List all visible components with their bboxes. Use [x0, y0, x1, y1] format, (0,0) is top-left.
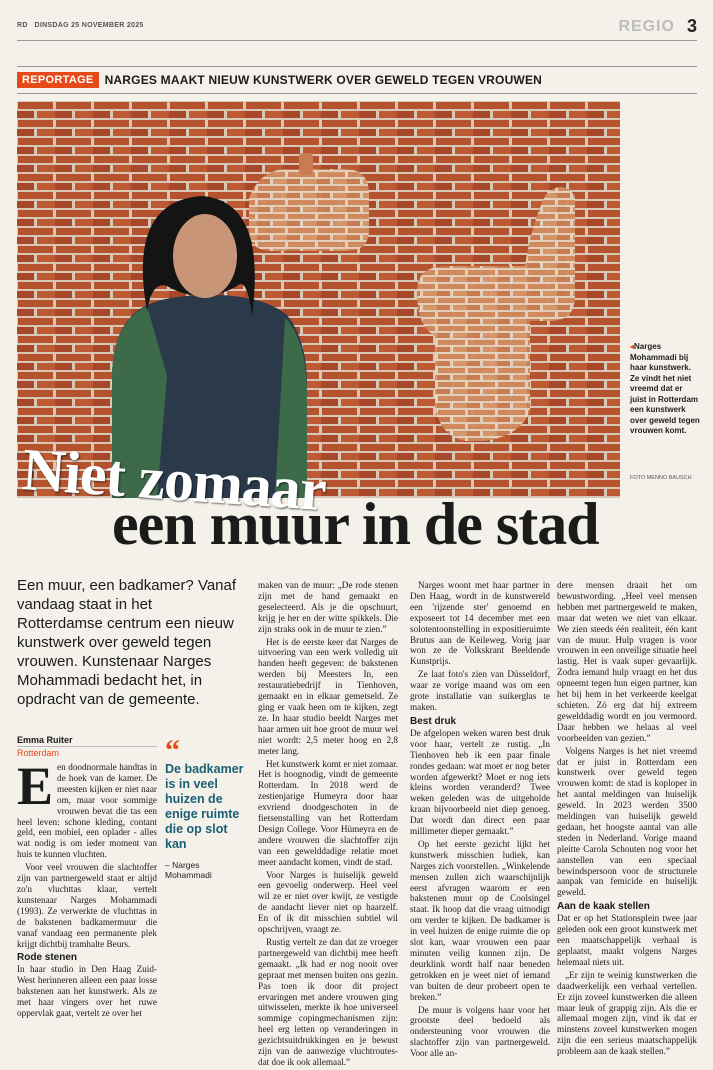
- subheading: Rode stenen: [17, 952, 78, 964]
- page-header: [17, 18, 697, 38]
- kicker-rule-top: [17, 66, 697, 67]
- paragraph: In haar studio in Den Haag Zuid-West herinneren alleen een paar losse bakstenen aan het kunstwerk. Als ze met haar vingers over het ruwe oppervlak gaat, vertelt ze over het: [17, 964, 157, 1019]
- paragraph: Volgens Narges is het niet vreemd dat er juist in Rotterdam een kunstwerk over geweld tegen vrouwen komt: de stad is koploper in het aantal meldingen van huiselijk geweld. In 2023 werden 3500 meldingen van huiselijk geweld gedaan, het hoogste aantal van alle steden in Nederland. Vorige maand pleitte Carola Schouten nog voor het aanstellen van een speciaal bewindspersoon voor de structurele aanpak van femicide en huiselijk geweld.: [557, 745, 697, 898]
- article-photo: [17, 101, 620, 498]
- article-column-4: [557, 580, 697, 1059]
- section-label: REGIO: [618, 18, 675, 35]
- paragraph: Op het eerste gezicht lijkt het kunstwerk misschien ludiek, kan Narges zich voorstellen. „Winkelende mensen zullen zich waarschijnlijk eerst afvragen waarom er een bakstenen muur op de Coolsingel staat. Ik hoop dat die vraag uitnodigt om verder te kijken. De badkamer is in veel huizen de enige ruimte die op slot kan, waar vrouwen een paar minuten veilig kunnen zijn. De deurklink wordt half naar beneden getrokken en je weet niet of iemand van buiten de deur probeert open te breken.”: [410, 838, 550, 1002]
- quote-text: De badkamer is in veel huizen de enige ruimte die op slot kan: [165, 762, 244, 851]
- headline-line-2: een muur in de stad: [112, 491, 599, 557]
- kicker-text: NARGES MAAKT NIEUW KUNSTWERK OVER GEWELD TEGEN VROUWEN: [104, 73, 543, 87]
- article-column-3: [410, 580, 550, 1061]
- paragraph: „Er zijn te weinig kunstwerken die daadwerkelijk een verhaal vertellen. Er zijn zoveel kunstwerken die alleen maar leuk of grappig zijn. Als die er allemaal mogen zijn, vind ik dat er minstens zoveel kunstwerken mogen zijn die een serieus maatschappelijk probleem aan de kaak stellen.”: [557, 969, 697, 1057]
- dropcap: E: [17, 756, 54, 816]
- paragraph: Voor veel vrouwen die slachtoffer zijn van partnergeweld staat er altijd zo'n vluchttas klaar, vertelt kunstenaar Narges Mohammadi (1993). Ze verwerkte de vluchttas in de bakstenen badkamermuur die vanaf vandaag een permanente plek krijgt dichtbij tramhalte Beurs.: [17, 862, 157, 949]
- paragraph: maken van de muur: „De rode stenen zijn met de hand gemaakt en geselecteerd. Als je die opschuurt, krijg je her en der witte spikkels. Die zijn straks ook in de muur te zien.”: [258, 580, 398, 634]
- kicker-rule-bottom: [17, 93, 697, 94]
- paragraph: Voor Narges is huiselijk geweld een gevoelig onderwerp. Heel veel wil ze er niet over kwijt, ze vestigde de aandacht liever niet op haarzelf. En of ik dit misschien subtiel wil opschrijven, vraagt ze.: [258, 869, 398, 935]
- pull-quote: [165, 734, 247, 880]
- caption-arrow-icon: ◂: [630, 342, 635, 351]
- headline-line-1: Niet zomaar: [20, 436, 328, 524]
- kicker: [17, 71, 542, 89]
- quote-mark-icon: “: [165, 734, 180, 767]
- issue-date: DINSDAG 25 NOVEMBER 2025: [34, 22, 144, 29]
- paragraph: Narges woont met haar partner in Den Haag, wordt in de kunstwereld een 'rijzende ster' genoemd en exposeert tot 14 december met een solotentoonstelling in expositieruimte Brutus aan de Keileweg. Vorig jaar won ze de Volkskrant Beeldende Kunstprijs.: [410, 580, 550, 667]
- photo-credit: FOTO MENNO BAUSCH: [630, 475, 692, 481]
- person-face: [173, 214, 237, 298]
- paragraph: Dat er op het Stationsplein twee jaar geleden ook een groot kunstwerk met een maatschappelijk verhaal is geplaatst, maakt volgens Narges helemaal niets uit.: [557, 913, 697, 967]
- paragraph: Een doodnormale handtas in de hoek van de kamer. De meesten kijken er niet naar om, maar voor sommige vrouwen bevat die tas een heel leven: schone kleding, contant geld, een mobiel, een oplader - alles wat nodig is om ieder moment van huis te kunnen vluchten.: [17, 756, 157, 860]
- page-number: 3: [686, 16, 697, 36]
- kicker-tag: REPORTAGE: [17, 72, 99, 88]
- subheading: Best druk: [410, 715, 457, 727]
- photo-caption: [630, 342, 700, 437]
- byline-location: Rotterdam: [17, 748, 60, 758]
- paragraph: Het kunstwerk komt er niet zomaar. Het is hoognodig, vindt de gemeente Rotterdam. In 2018 werd de zestienjarige Humeyra door haar exvriend doodgeschoten in de fietsenstalling van het Rotterdam Design College. Voor Hümeyra en de andere vrouwen die slachtoffer zijn van een gewelddadige relatie moet meer aandacht komen, vindt de stad.: [258, 758, 398, 867]
- paragraph: Ze laat foto's zien van Düsseldorf, waar ze vorige maand was om een grote installatie van suikerglas te maken.: [410, 669, 550, 712]
- quote-author: – Narges Mohammadi: [165, 860, 212, 880]
- photo-illustration: [17, 101, 620, 498]
- article-column-2: [258, 580, 398, 1070]
- paper-name: RD: [17, 22, 28, 29]
- paper-meta: [17, 22, 144, 29]
- paragraph: De afgelopen weken waren best druk voor haar, vertelt ze rustig. „In Tienhoven heb ik een paar finale rondes gedaan: wat moet er nog beter worden afgewerkt? Moet er nog iets kleins worden veranderd? Twee weken geleden was de uitgeholde kraan bijvoorbeeld niet diep genoeg. Dat wordt dan direct een paar millimeter dieper gemaakt.”: [410, 727, 550, 837]
- header-rule: [17, 40, 697, 41]
- article-intro: Een muur, een badkamer? Vanaf vandaag staat in het Rotterdamse centrum een nieuw kunstwerk over geweld tegen vrouwen. Kunstenaar Narges Mohammadi bedacht het, in opdracht van de gemeente.: [17, 577, 237, 708]
- byline-author: Emma Ruiter: [17, 735, 73, 745]
- subheading: Aan de kaak stellen: [557, 901, 650, 913]
- brick-tap: [299, 153, 313, 175]
- paragraph: dere mensen draait het om bewustwording. „Heel veel mensen hebben met partnergeweld te maken, maar dat weten we niet van elkaar. We zien steeds één realiteit, één kant van de muur. Hulp vragen is voor vrouwen in een onveilige situatie heel lastig. Het is vaak super gevaarlijk. Zodra iemand hulp vraagt en het dus opneemt tegen hun eigen partner, kan het bij hem in het verkeerde keelgat schieten. Zó erg dat hij extreem gewelddadig wordt en jou vermoord. Daar hebben we helaas al veel voorbeelden van gezien.”: [557, 580, 697, 743]
- paragraph: Het is de eerste keer dat Narges de uitvoering van een werk volledig uit handen heeft gegeven: de bakstenen werden bij Meesters In, een restauratiebedrijf in Tienhoven, gemaakt en in elkaar gemetseld. Ze ging er vaak heen om te kijken, zegt ze. In haar studio beeldt Narges met haar armen uit hoe groot de muur wel niet wordt: 2,5 meter hoog en 2,8 meter lang.: [258, 636, 398, 756]
- byline-rule: [17, 746, 157, 747]
- caption-text: Narges Mohammadi bij haar kunstwerk. Ze vindt het niet vreemd dat er juist in Rotterdam een kunstwerk over geweld tegen vrouwen komt.: [630, 342, 700, 435]
- paragraph: Rustig vertelt ze dan dat ze vroeger partnergeweld van dichtbij mee heeft gemaakt. „Ik had er nog nooit over gepraat met mensen buiten ons gezin. Pas toen ik door dit project ervaringen met andere vrouwen ging uitwisselen, merkte ik hoe universeel sommige copingmechanismen zijn: heel erg letten op veranderingen in gezichtsuitdrukkingen en je bewust zijn van de aanwezige vluchtroutes-dat doe ik ook allemaal.”: [258, 937, 398, 1067]
- brick-sink: [249, 169, 369, 251]
- article-column-1: [17, 756, 157, 1021]
- paragraph: De muur is volgens haar voor het grootste deel bedoeld als ondersteuning voor vrouwen die slachtoffer zijn van partnergeweld. Voor alle an-: [410, 1004, 550, 1059]
